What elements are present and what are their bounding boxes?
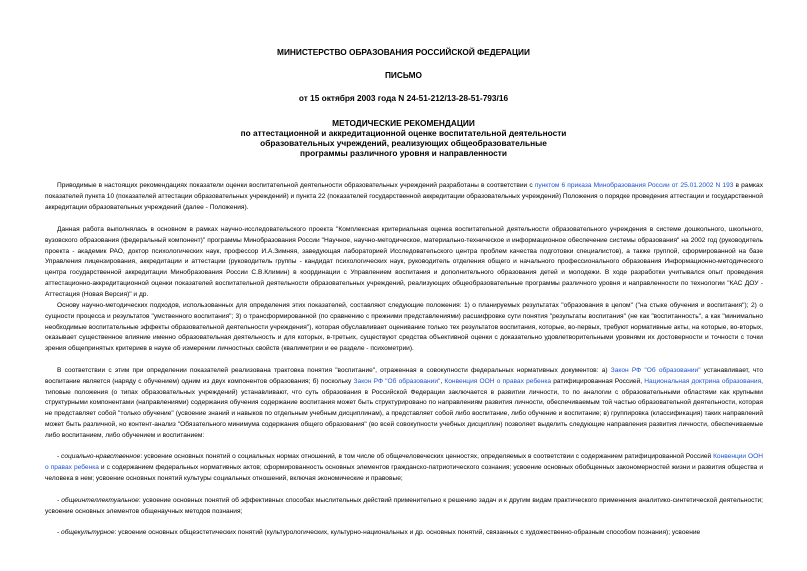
national-education-doctrine-link[interactable]: Национальная доктрина образования bbox=[644, 377, 762, 385]
paragraph-text: ратифицированная Россией, bbox=[551, 377, 645, 385]
paragraph-7 bbox=[45, 528, 763, 539]
title-line-4: программы различного уровня и направленности bbox=[300, 148, 507, 158]
list-dash: - bbox=[57, 453, 62, 460]
term-general-cultural: общекультурное bbox=[61, 529, 115, 536]
paragraph-text: в рамках показателей пункта 10 (показателей аттестации образовательных учреждений) и пункта 22 (показателей государственной аккредитации образовательных учреждений) Положения о порядке проведения аттестации и государственной аккредитации образовательных учреждений (далее - Положения). bbox=[45, 182, 764, 211]
term-general-intellectual: общеинтеллектуальное bbox=[61, 497, 139, 504]
title-line-3: образовательных учреждений, реализующих общеобразовательные bbox=[260, 138, 547, 148]
title-line-2: по аттестационной и аккредитационной оценке воспитательной деятельности bbox=[240, 128, 567, 138]
document-type: ПИСЬМО bbox=[384, 70, 423, 80]
paragraph-text: : усвоение основных понятий о социальных нормах отношений, в том числе об общечеловеческих ценностях, определяемых в соответствии с содержанием ратифицированной Россией bbox=[140, 453, 714, 460]
paragraph-text: , типовые положения (о типах образовательных учреждений) устанавливают, что суть образования в Российской Федерации заключается в развитии личности, то по аналогии с образовательными областями как крупными структурными компонентами (направлениями) содержания обучения содержание воспитания может быть структурировано по направлениям развития личности, обеспечиваемым той частью образовательной деятельности, которая не представляет собой "только обучение" (усвоение знаний и навыков по отдельным учебным дисциплинам), а представляет собой либо воспитание, либо обучение и воспитание; в) группировка (классификация) таких направлений может быть различной, но контент-анализ "Обязательного минимума содержания общего образования" (во всей совокупности учебных дисциплин) позволяет выделить следующие направления развития личности, обеспечиваемые либо воспитанием, либо обучением и воспитанием: bbox=[45, 377, 763, 439]
term-social-moral: социально-нравственное bbox=[61, 453, 141, 460]
paragraph-4 bbox=[45, 366, 763, 442]
paragraph-6 bbox=[45, 496, 763, 518]
un-child-rights-convention-link[interactable]: Конвенция ООН о правах ребенка bbox=[444, 377, 552, 385]
paragraph-text: Основу научно-методических подходов, использованных для определения этих показателей, составляют следующие положения: 1) о планируемых результатах "образования в целом" ("на стыке обучения и воспитания"); 2) о сущности процесса и результатов "умственного воспитания"; 3) о трансформированной (по сравнению с прежними представлениями) расшифровке сути понятия "результаты воспитания" (не как "воспитанность", а как "минимально необходимые воспитательные эффекты образовательной деятельности учреждения"), которая обуславливает оценивание только тех результатов воспитания, которые, во-первых, требуют нормативные акты, на которые, во-вторых, оказывает существенное влияние именно образовательная деятельность и для которых, в-третьих, существуют средства объективной оценки с доказательно удовлетворительными уровнями их достоверности и точности с точки зрения общепринятых критериев в науке об измерении личностных свойств (квалиметрии и ее разделе - психометрии). bbox=[45, 302, 763, 353]
title-line-1: МЕТОДИЧЕСКИЕ РЕКОМЕНДАЦИИ bbox=[332, 118, 475, 128]
education-law-link[interactable]: Закон РФ "Об образовании" bbox=[610, 367, 701, 374]
paragraph-text: Приводимые в настоящих рекомендациях показатели оценки воспитательной деятельности образовательных учреждений разработаны в соответствии с bbox=[57, 182, 535, 189]
paragraph-text: В соответствии с этим при определении показателей реализована трактовка понятия "воспитание", отраженная в совокупности федеральных нормативных документов: а) bbox=[57, 367, 611, 374]
list-dash: - bbox=[57, 497, 62, 504]
document-date-number: от 15 октября 2003 года N 24-51-212/13-28-51-793/16 bbox=[298, 93, 509, 103]
document-title bbox=[0, 118, 807, 158]
paragraph-5 bbox=[45, 452, 763, 484]
paragraph-text: Данная работа выполнялась в основном в рамках научно-исследовательского проекта "Комплексная критериальная оценка воспитательной деятельности образовательного учреждения в системе дошкольного, школьного, вузовского образования (федеральный компонент)" программы Минобразования России "Научное, научно-методическое, материально-техническое и информационное обеспечение системы образования" на 2002 год (руководитель проекта - академик РАО, доктор психологических наук, профессор И.А.Зимняя, заведующая лабораторией Исследовательского центра проблем качества подготовки специалистов), а также группой, сформированной на базе Управления лицензирования, аккредитации и аттестации (руководитель группы - кандидат психологических наук, руководитель отделения общего и начального профессионального образования Информационно-методического центра государственной аккредитации Минобразования России С.В.Климин) в координации с Управлением воспитания и дополнительного образования детей и молодежи. В ходе разработки учитывался опыт проведения аттестационно-аккредитационной оценки показателей воспитательной деятельности образовательных учреждений, реализующих общеобразовательные программы различного уровня и направленности по технологии "КАС ДОУ - Аттестация (Новая Версия)" и др. bbox=[45, 226, 763, 298]
paragraph-text: : усвоение основных понятий об эффективных способах мыслительных действий применительно к решению задач и к другим видам практического применения аналитико-синтетической деятельности; усвоение основных элементов общенаучных методов познания; bbox=[45, 497, 763, 515]
paragraph-2 bbox=[45, 225, 763, 301]
order-193-link[interactable]: пунктом 6 приказа Минобразования России от 25.01.2002 N 193 bbox=[534, 182, 734, 189]
paragraph-text: : усвоение основных общеэстетических понятий (культурологических, культурно-национальных и др. основных понятий, связанных с художественно-образным способом познания); усвоение bbox=[114, 529, 701, 536]
paragraph-text: устанавливает, что воспитание является (наряду с обучением) одним из двух компонентов образования; б) поскольку bbox=[45, 367, 764, 385]
paragraph-3 bbox=[45, 301, 763, 355]
paragraph-1 bbox=[45, 181, 763, 213]
education-law-link-2[interactable]: Закон РФ "Об образовании" bbox=[353, 377, 441, 385]
paragraph-text: и с содержанием федеральных нормативных актов; сформированность основных элементов гражданско-патриотического сознания; усвоение основных обобщенных закономерностей жизни и развития общества и человека в нем; усвоение основных понятий культуры социальных отношений, включая экономические и правовые; bbox=[45, 463, 763, 482]
un-child-rights-convention-link-2[interactable]: Конвенции ООН о правах ребенка bbox=[45, 453, 763, 471]
list-dash: - bbox=[57, 529, 62, 536]
paragraph-text: , bbox=[440, 377, 445, 385]
ministry-heading: МИНИСТЕРСТВО ОБРАЗОВАНИЯ РОССИЙСКОЙ ФЕДЕРАЦИИ bbox=[277, 47, 530, 57]
